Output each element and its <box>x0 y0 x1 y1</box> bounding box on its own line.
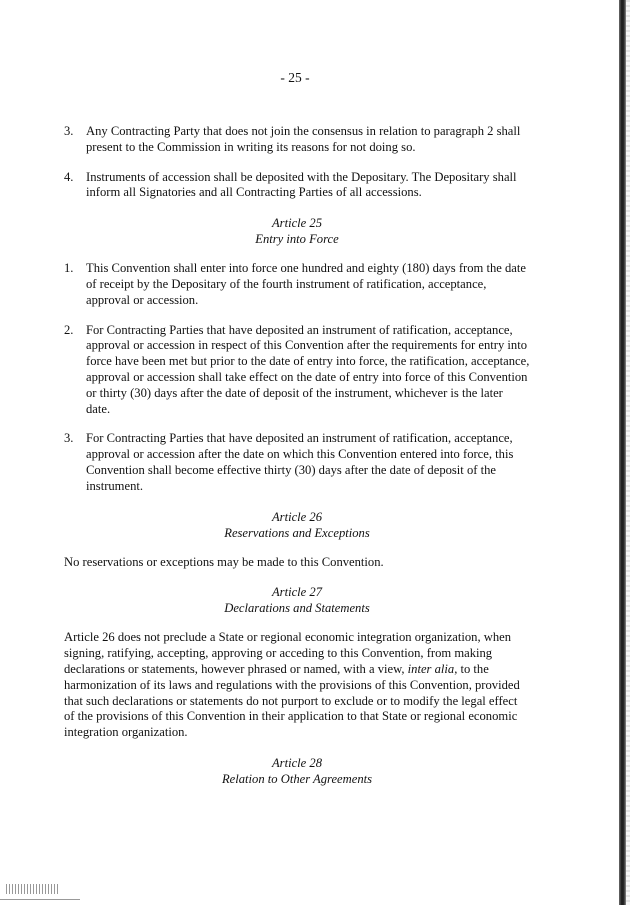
paragraph-item <box>64 431 530 494</box>
article-number: Article 26 <box>271 509 322 524</box>
article-number: Article 25 <box>271 216 322 231</box>
paragraph-number: 1. <box>64 261 74 276</box>
paragraph-item <box>64 323 530 418</box>
article-title: Entry into Force <box>255 232 339 247</box>
paragraph-item <box>64 124 530 156</box>
paragraph-text: This Convention shall enter into force one hundred and eighty (180) days from the date of receipt by the Depositary of the fourth instrument of ratification, acceptance, approval or accession. <box>86 261 526 307</box>
article-text-part: , to the harmonization of its laws and regulations with the provisions of this Convention, provided that such declarations or statements do not purport to exclude or to modify the legal effect of the provisions of this Convention in their application to that State or regional economic integration organization. <box>64 661 520 740</box>
paragraph-text: For Contracting Parties that have deposited an instrument of ratification, acceptance, approval or accession in respect of this Convention after the requirements for entry into force have been met but prior to the date of entry into force, the ratification, acceptance, approval or accession shall take effect on the date of entry into force of this Convention or thirty (30) days after the date of deposit of the instrument, whichever is the later date. <box>86 322 530 416</box>
paragraph-text: For Contracting Parties that have deposited an instrument of ratification, acceptance, approval or accession after the date on which this Convention entered into force, this Convention shall become effective thirty (30) days after the date of deposit of the instrument. <box>86 431 514 493</box>
paragraph-number: 2. <box>64 322 74 337</box>
paragraph-text: Instruments of accession shall be deposited with the Depositary. The Depositary shall inform all Signatories and all Contracting Parties of all accessions. <box>86 169 517 200</box>
article-heading <box>64 509 530 541</box>
paragraph-number: 4. <box>64 169 74 184</box>
paragraph-text: Any Contracting Party that does not join the consensus in relation to paragraph 2 shall present to the Commission in writing its reasons for not doing so. <box>86 124 521 154</box>
document-body <box>64 124 530 801</box>
page-number: - 25 - <box>280 70 310 85</box>
scan-smudge <box>6 884 58 894</box>
scan-bottom-line <box>0 899 80 900</box>
article-text: No reservations or exceptions may be made to this Convention. <box>64 554 384 569</box>
article-title: Reservations and Exceptions <box>224 525 370 540</box>
latin-phrase: inter alia <box>407 661 455 676</box>
article-heading <box>64 755 530 787</box>
article-heading <box>64 215 530 247</box>
article-title: Relation to Other Agreements <box>221 771 373 786</box>
article-number: Article 27 <box>271 585 322 600</box>
article-title: Declarations and Statements <box>224 601 370 616</box>
paragraph-number: 3. <box>64 124 74 138</box>
paragraph-number: 3. <box>64 431 74 446</box>
scan-edge-noise <box>626 0 630 905</box>
paragraph-item <box>64 261 530 308</box>
article-heading <box>64 584 530 616</box>
scan-binding-edge <box>619 0 626 905</box>
article-text-part: Article 26 does not preclude a State or regional economic integration organization, when signing, ratifying, accepting, approving or acceding to this Convention, from making declarations or statements, however phrased or named, with a view, <box>64 630 512 676</box>
article-number: Article 28 <box>271 755 322 770</box>
paragraph-item <box>64 170 530 202</box>
article-text <box>64 630 530 741</box>
